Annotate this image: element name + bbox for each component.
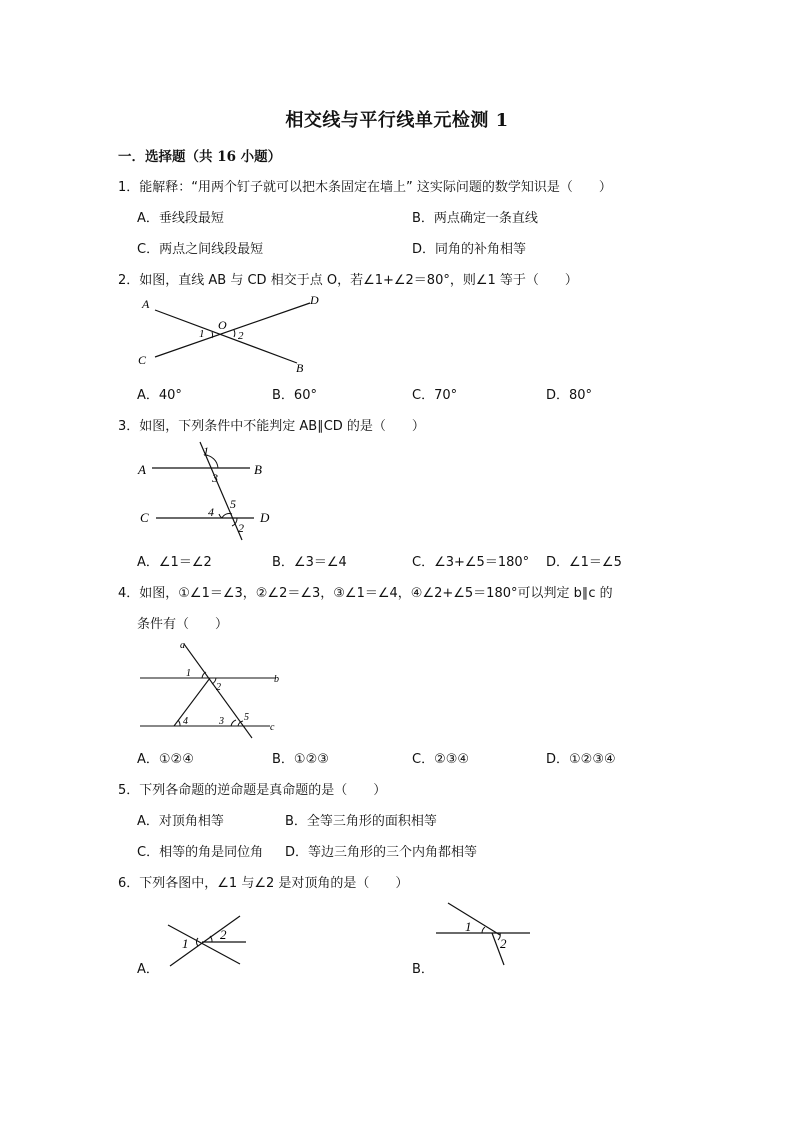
label-C: C: [140, 510, 149, 525]
label-5: 5: [244, 712, 249, 723]
label-4: 4: [183, 716, 188, 727]
question-1-option-b: B．两点确定一条直线: [412, 211, 538, 226]
section-heading: 一．选择题（共 16 小题）: [118, 149, 282, 165]
question-3-stem: 3．如图，下列条件中不能判定 AB∥CD 的是（ ）: [118, 419, 425, 434]
label-2: 2: [238, 330, 244, 342]
question-4-option-c: C．②③④: [412, 752, 470, 767]
label-1: 1: [465, 919, 472, 934]
question-1-stem: 1．能解释：“用两个钉子就可以把木条固定在墙上” 这实际问题的数学知识是（ ）: [118, 180, 612, 195]
label-A: A: [142, 297, 150, 311]
question-3-option-c: C．∠3+∠5＝180°: [412, 555, 530, 570]
label-C: C: [138, 353, 147, 367]
question-2-option-c: C．70°: [412, 388, 458, 403]
question-2-option-b: B．60°: [272, 388, 317, 403]
line-2: [168, 925, 240, 964]
label-1: 1: [199, 328, 205, 340]
label-2: 2: [500, 936, 507, 951]
question-1-option-c: C．两点之间线段最短: [137, 242, 264, 257]
question-2-option-a: A．40°: [137, 388, 182, 403]
question-4-stem: 4．如图，①∠1＝∠3，②∠2＝∠3，③∠1＝∠4，④∠2+∠5＝180°可以判定 b∥c 的: [118, 586, 613, 601]
page-title: 相交线与平行线单元检测 1: [285, 110, 509, 131]
label-1: 1: [182, 936, 189, 951]
label-D: D: [310, 293, 319, 307]
question-2-figure: [130, 290, 330, 380]
upper-line: [448, 903, 500, 935]
label-b: b: [274, 674, 279, 685]
question-5-option-d: D．等边三角形的三个内角都相等: [285, 845, 478, 860]
label-1: 1: [186, 668, 191, 679]
label-3: 3: [212, 471, 218, 485]
label-a: a: [180, 640, 185, 651]
angle-2-arc: [234, 330, 235, 337]
question-6-option-b: B．: [412, 962, 434, 977]
slant-line: [174, 678, 210, 726]
question-1-option-d: D．同角的补角相等: [412, 242, 527, 257]
label-c: c: [270, 722, 275, 733]
label-A: A: [138, 462, 146, 477]
angle-1-arc: [212, 332, 213, 338]
label-O: O: [218, 318, 227, 332]
question-6-option-a: A．: [137, 962, 159, 977]
label-2: 2: [238, 521, 244, 535]
label-5: 5: [230, 497, 236, 511]
question-4-figure: [130, 634, 290, 739]
label-3: 3: [219, 716, 224, 727]
label-1: 1: [203, 444, 209, 458]
question-3-option-d: D．∠1＝∠5: [546, 555, 622, 570]
question-4-option-a: A．①②④: [137, 752, 194, 767]
label-2: 2: [220, 927, 227, 942]
label-4: 4: [208, 505, 214, 519]
question-5-option-a: A．对顶角相等: [137, 814, 224, 829]
question-5-option-c: C．相等的角是同位角: [137, 845, 264, 860]
question-1-option-a: A．垂线段最短: [137, 211, 224, 226]
question-4-option-d: D．①②③④: [546, 752, 616, 767]
question-5-option-b: B．全等三角形的面积相等: [285, 814, 437, 829]
question-4-option-b: B．①②③: [272, 752, 329, 767]
question-6-stem: 6．下列各图中，∠1 与∠2 是对顶角的是（ ）: [118, 876, 409, 891]
question-6-figure-b: [430, 895, 540, 969]
question-3-figure: [130, 438, 290, 548]
angle-4-arc: [178, 720, 180, 726]
question-6-figure-a: [160, 910, 260, 972]
label-B: B: [254, 462, 262, 477]
question-5-stem: 5．下列各命题的逆命题是真命题的是（ ）: [118, 783, 387, 798]
question-2-option-d: D．80°: [546, 388, 593, 403]
label-B: B: [296, 361, 304, 375]
line-cd: [155, 303, 310, 357]
question-4-stem-continued: 条件有（ ）: [137, 617, 229, 632]
angle-1-arc: [202, 672, 206, 678]
question-3-option-b: B．∠3＝∠4: [272, 555, 347, 570]
question-3-option-a: A．∠1＝∠2: [137, 555, 212, 570]
label-D: D: [260, 510, 270, 525]
question-2-stem: 2．如图，直线 AB 与 CD 相交于点 O，若∠1+∠2＝80°，则∠1 等于（ ）: [118, 273, 578, 288]
angle-1-arc: [196, 938, 198, 946]
label-2: 2: [216, 682, 221, 693]
angle-3-arc: [231, 720, 236, 726]
angle-1-arc: [482, 927, 485, 933]
